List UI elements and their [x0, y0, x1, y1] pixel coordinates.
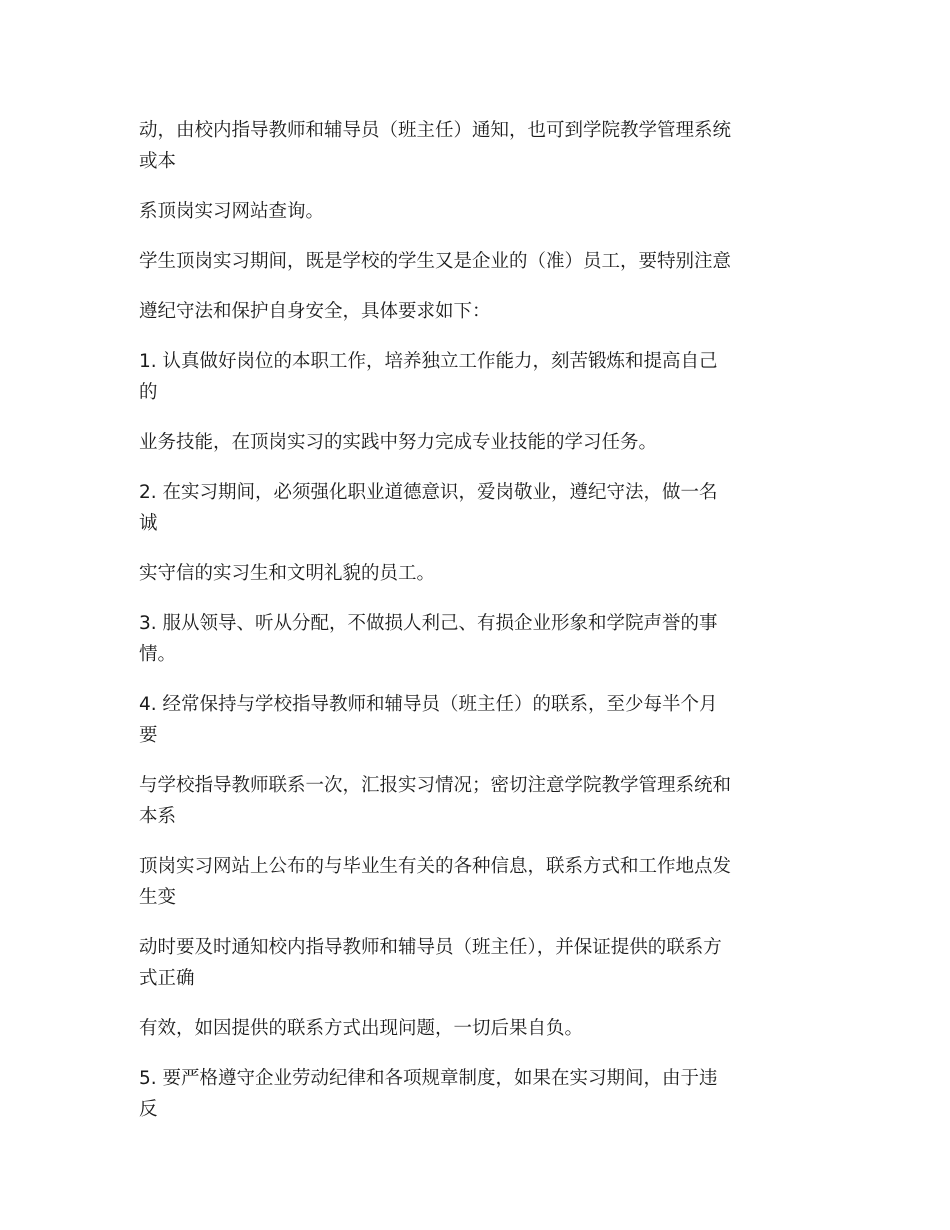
paragraph: 5. 要严格遵守企业劳动纪律和各项规章制度，如果在实习期间，由于违 反 — [139, 1068, 718, 1120]
paragraph: 与学校指导教师联系一次，汇报实习情况；密切注意学院教学管理系统和 本系 — [139, 775, 732, 827]
paragraph: 顶岗实习网站上公布的与毕业生有关的各种信息，联系方式和工作地点发 生变 — [139, 856, 732, 908]
paragraph: 有效，如因提供的联系方式出现问题，一切后果自负。 — [139, 1018, 584, 1039]
paragraph: 动时要及时通知校内指导教师和辅导员（班主任），并保证提供的联系方 式正确 — [139, 937, 722, 989]
paragraph: 4. 经常保持与学校指导教师和辅导员（班主任）的联系，至少每半个月 要 — [139, 694, 718, 746]
paragraph: 业务技能，在顶岗实习的实践中努力完成专业技能的学习任务。 — [139, 432, 658, 453]
document-body — [139, 115, 819, 1144]
paragraph: 系顶岗实习网站查询。 — [139, 201, 325, 222]
paragraph: 学生顶岗实习期间，既是学校的学生又是企业的（准）员工，要特别注意 — [139, 251, 732, 272]
paragraph: 2. 在实习期间，必须强化职业道德意识，爱岗敬业，遵纪守法，做一名 诚 — [139, 482, 718, 534]
paragraph: 遵纪守法和保护自身安全，具体要求如下： — [139, 301, 491, 322]
paragraph: 1. 认真做好岗位的本职工作，培养独立工作能力，刻苦锻炼和提高自己 的 — [139, 351, 718, 403]
paragraph: 实守信的实习生和文明礼貌的员工。 — [139, 563, 436, 584]
paragraph: 3. 服从领导、听从分配，不做损人利己、有损企业形象和学院声誉的事 情。 — [139, 613, 718, 665]
paragraph: 动，由校内指导教师和辅导员（班主任）通知，也可到学院教学管理系统 或本 — [139, 120, 732, 172]
